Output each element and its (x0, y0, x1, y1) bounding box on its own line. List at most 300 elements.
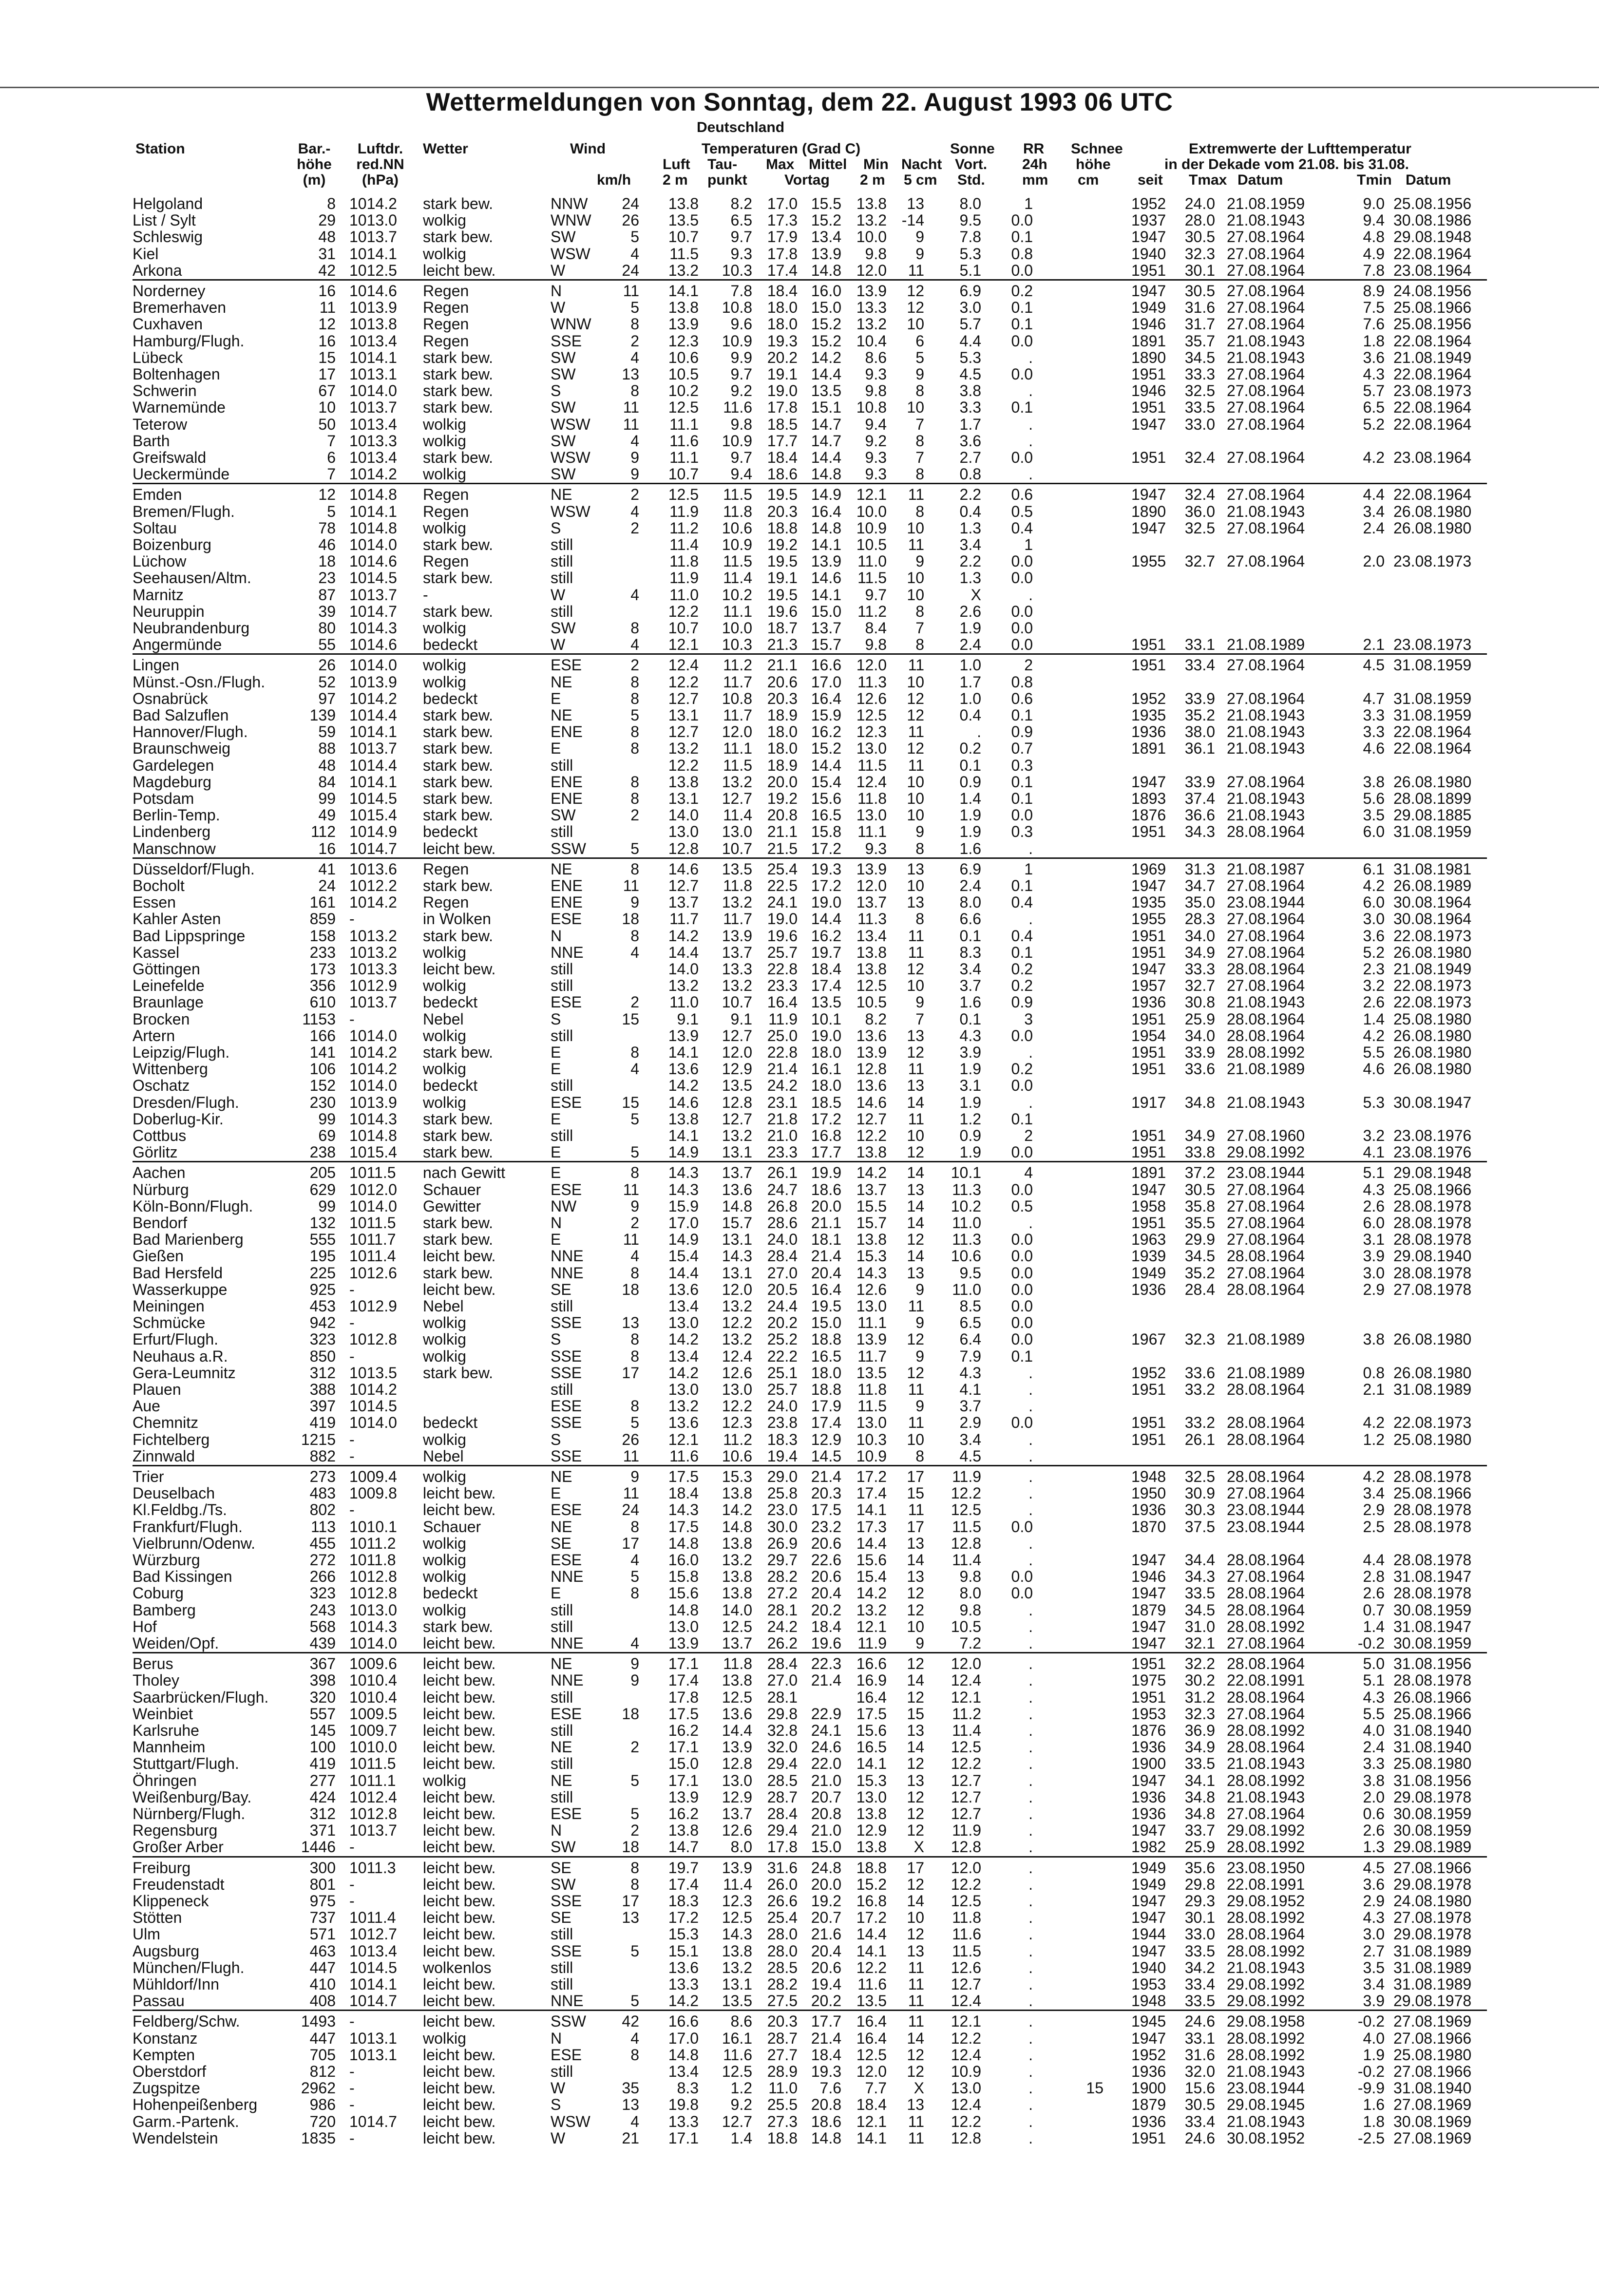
header-min-2m: 2 m (860, 172, 885, 188)
cell-tmin: 9.4 (1363, 211, 1385, 229)
cell-wetter: wolkig (423, 465, 466, 483)
cell-luftdruck: 1013.7 (349, 228, 397, 246)
cell-luftdruck: 1013.7 (349, 993, 397, 1011)
cell-sonne: 12.0 (951, 1655, 981, 1673)
cell-rr: . (1028, 1634, 1033, 1652)
cell-taupunkt: 12.7 (722, 2112, 752, 2130)
cell-wetter: wolkig (423, 656, 466, 674)
table-row (133, 2096, 1487, 2112)
cell-taupunkt: 11.6 (723, 398, 752, 417)
cell-datum-max: 21.08.1943 (1227, 1958, 1305, 1976)
cell-taupunkt: 13.2 (722, 773, 752, 791)
cell-min: 9.8 (865, 636, 887, 654)
cell-nacht: 13 (907, 860, 924, 878)
cell-tmax: 34.0 (1184, 927, 1215, 945)
cell-tmin: 9.0 (1363, 195, 1385, 212)
cell-datum-max: 21.08.1943 (1227, 2112, 1305, 2130)
cell-max: 20.3 (767, 2012, 798, 2030)
cell-luft: 15.1 (668, 1942, 699, 1960)
cell-wind-speed: 4 (630, 432, 639, 450)
cell-min: 17.4 (856, 1484, 887, 1502)
cell-seit: 1879 (1131, 2096, 1166, 2114)
cell-datum-max: 21.08.1943 (1227, 993, 1305, 1011)
cell-wind-speed: 4 (630, 1634, 639, 1652)
cell-datum-min: 28.08.1978 (1393, 1584, 1472, 1602)
cell-tmax: 33.3 (1184, 365, 1215, 383)
cell-wind-dir: ENE (551, 790, 583, 807)
cell-tmax: 35.8 (1184, 1197, 1215, 1215)
cell-datum-min: 31.08.1947 (1393, 1617, 1472, 1635)
table-row (133, 1909, 1487, 1925)
table-row (133, 1447, 1487, 1464)
table-row (133, 1959, 1487, 1975)
cell-max: 19.0 (767, 910, 798, 928)
cell-wind-dir: still (551, 1688, 573, 1706)
cell-bar: 99 (318, 790, 336, 807)
cell-mittel: 19.4 (811, 1975, 841, 1993)
cell-luftdruck: 1014.5 (349, 1397, 397, 1415)
cell-mittel: 20.3 (811, 1484, 841, 1502)
cell-sonne: 12.5 (951, 1892, 981, 1910)
cell-nacht: 10 (907, 519, 924, 537)
cell-station: Coburg (133, 1584, 184, 1602)
cell-wetter: leicht bew. (423, 1875, 496, 1893)
cell-wind-dir: E (551, 1060, 561, 1078)
cell-tmin: 2.6 (1363, 1822, 1385, 1840)
cell-datum-max: 28.08.1992 (1227, 2046, 1305, 2064)
table-row (133, 1584, 1487, 1601)
cell-station: Düsseldorf/Flugh. (133, 860, 255, 878)
cell-wetter: wolkig (423, 1347, 466, 1365)
cell-sonne: 2.6 (959, 602, 981, 620)
cell-nacht: 14 (907, 1738, 924, 1756)
cell-wind-dir: NNE (551, 1264, 584, 1282)
cell-nacht: 10 (907, 977, 924, 995)
table-row (133, 1044, 1487, 1060)
cell-wetter: leicht bew. (423, 1925, 496, 1943)
cell-wind-speed: 8 (630, 740, 639, 758)
cell-tmax: 32.5 (1184, 519, 1215, 537)
cell-tmin: 0.6 (1363, 1805, 1385, 1822)
cell-sonne: 12.2 (951, 1875, 981, 1893)
cell-tmin: 4.1 (1363, 1143, 1385, 1161)
header-luftdr1: Luftdr. (357, 141, 403, 157)
cell-rr: . (1028, 910, 1033, 928)
cell-max: 27.0 (767, 1671, 798, 1689)
cell-luft: 13.0 (668, 823, 699, 841)
cell-rr: 0.1 (1011, 1347, 1033, 1365)
cell-tmax: 24.6 (1184, 2012, 1215, 2030)
cell-wind-speed: 5 (630, 1414, 639, 1432)
cell-wind-speed: 8 (630, 1264, 639, 1282)
cell-tmin: -9.9 (1357, 2079, 1385, 2097)
table-row (133, 1705, 1487, 1722)
cell-seit: 1950 (1131, 1484, 1166, 1502)
cell-seit: 1900 (1131, 2079, 1166, 2097)
cell-taupunkt: 6.5 (730, 211, 752, 229)
cell-mittel: 18.6 (811, 2112, 841, 2130)
cell-luftdruck: 1009.7 (349, 1722, 397, 1739)
cell-taupunkt: 9.8 (730, 415, 752, 433)
cell-station: Berus (133, 1655, 173, 1673)
cell-bar: 975 (309, 1892, 336, 1910)
cell-tmin: 3.4 (1363, 1975, 1385, 1993)
cell-seit: 1951 (1131, 1214, 1166, 1232)
cell-sonne: 6.9 (959, 860, 981, 878)
cell-wind-dir: W (551, 2079, 566, 2097)
cell-rr: . (1028, 839, 1033, 857)
cell-wetter: leicht bew. (423, 2063, 496, 2080)
cell-luftdruck: 1011.1 (349, 1771, 396, 1789)
cell-nacht: 11 (908, 1992, 924, 2010)
cell-luft: 17.4 (668, 1875, 699, 1893)
cell-bar: 356 (309, 977, 336, 995)
table-row (133, 1518, 1487, 1535)
cell-luft: 14.6 (668, 860, 699, 878)
cell-tmax: 34.3 (1184, 823, 1215, 841)
cell-taupunkt: 12.7 (722, 790, 752, 807)
cell-sonne: 3.1 (959, 1077, 981, 1095)
cell-sonne: 7.9 (959, 1347, 981, 1365)
cell-bar: 50 (318, 415, 336, 433)
cell-wetter: leicht bew. (423, 2079, 496, 2097)
cell-bar: 49 (318, 806, 336, 824)
cell-wind-speed: 21 (622, 2129, 639, 2147)
cell-sonne: 3.8 (959, 382, 981, 400)
cell-wetter: - (423, 586, 428, 604)
cell-bar: 312 (309, 1805, 336, 1822)
cell-max: 23.8 (767, 1414, 798, 1432)
cell-tmin: 3.9 (1363, 1992, 1385, 2010)
cell-rr: 0.4 (1011, 893, 1033, 911)
table-row (133, 790, 1487, 806)
cell-nacht: 13 (907, 1180, 924, 1198)
cell-wind-speed: 18 (622, 1280, 639, 1298)
cell-tmax: 28.0 (1184, 211, 1215, 229)
cell-luftdruck: 1009.6 (349, 1655, 397, 1673)
cell-tmin: 2.0 (1363, 1788, 1385, 1806)
cell-wind-dir: WSW (551, 2112, 590, 2130)
cell-taupunkt: 13.5 (722, 1077, 752, 1095)
cell-min: 13.6 (856, 1077, 887, 1095)
cell-datum-max: 29.08.1992 (1227, 1975, 1305, 1993)
cell-wetter: wolkig (423, 519, 466, 537)
cell-sonne: 4.1 (959, 1381, 981, 1398)
cell-tmin: 4.8 (1363, 228, 1385, 246)
table-row (133, 1347, 1487, 1364)
cell-bar: 42 (318, 261, 336, 279)
cell-luftdruck: 1011.5 (349, 1214, 396, 1232)
cell-luft: 10.6 (668, 348, 699, 366)
cell-station: Köln-Bonn/Flugh. (133, 1197, 253, 1215)
cell-bar: 371 (309, 1822, 336, 1840)
cell-station: Vielbrunn/Odenw. (133, 1534, 256, 1552)
cell-tmax: 33.4 (1184, 656, 1215, 674)
cell-station: Teterow (133, 415, 188, 433)
cell-mittel: 22.0 (811, 1755, 841, 1773)
cell-seit: 1982 (1131, 1838, 1166, 1856)
cell-luftdruck: 1014.8 (349, 486, 397, 504)
cell-datum-max: 27.08.1964 (1227, 910, 1305, 928)
cell-luftdruck: - (349, 1875, 355, 1893)
cell-tmax: 35.6 (1184, 1859, 1215, 1877)
cell-luft: 13.9 (668, 315, 699, 333)
cell-luftdruck: 1012.9 (349, 1297, 397, 1315)
cell-datum-max: 21.08.1989 (1227, 1060, 1305, 1078)
table-row (133, 977, 1487, 993)
cell-nacht: 15 (907, 1484, 924, 1502)
cell-datum-max: 28.08.1964 (1227, 1414, 1305, 1432)
cell-max: 28.0 (767, 1942, 798, 1960)
cell-max: 28.0 (767, 1925, 798, 1943)
cell-datum-max: 28.08.1992 (1227, 1044, 1305, 1061)
cell-luft: 13.0 (668, 1314, 699, 1332)
cell-tmax: 37.4 (1184, 790, 1215, 807)
cell-tmax: 33.1 (1184, 636, 1215, 654)
cell-datum-max: 27.08.1964 (1227, 552, 1305, 570)
cell-bar: 10 (318, 398, 336, 417)
cell-wetter: Regen (423, 860, 469, 878)
cell-station: Schwerin (133, 382, 197, 400)
cell-mittel: 14.8 (811, 261, 841, 279)
cell-wind-dir: still (551, 1722, 573, 1739)
cell-tmin: 3.0 (1363, 1925, 1385, 1943)
cell-luftdruck: 1013.1 (349, 365, 397, 383)
cell-luft: 17.8 (668, 1688, 699, 1706)
cell-seit: 1936 (1131, 1738, 1166, 1756)
cell-wind-speed: 9 (630, 465, 639, 483)
cell-sonne: 9.5 (959, 211, 981, 229)
cell-taupunkt: 12.3 (722, 1414, 752, 1432)
cell-tmin: 3.2 (1363, 977, 1385, 995)
cell-min: 12.2 (856, 1127, 887, 1144)
cell-taupunkt: 12.3 (722, 1892, 752, 1910)
cell-taupunkt: 14.0 (722, 1601, 752, 1619)
table-row (133, 893, 1487, 910)
cell-wetter: Regen (423, 486, 469, 504)
table-row (133, 416, 1487, 432)
cell-seit: 1951 (1131, 1414, 1166, 1432)
cell-max: 22.5 (767, 877, 798, 894)
cell-mittel: 14.8 (811, 465, 841, 483)
cell-sonne: 13.0 (951, 2079, 981, 2097)
cell-mittel: 19.9 (811, 1164, 841, 1182)
cell-wind-dir: NE (551, 1771, 572, 1789)
cell-taupunkt: 12.9 (722, 1788, 752, 1806)
cell-datum-max: 28.08.1964 (1227, 960, 1305, 978)
cell-wind-dir: W (551, 299, 566, 317)
cell-datum-min: 29.08.1989 (1393, 1838, 1472, 1856)
cell-mittel: 13.4 (811, 228, 841, 246)
cell-seit: 1946 (1131, 382, 1166, 400)
cell-sonne: 8.0 (959, 1584, 981, 1602)
cell-luft: 13.6 (668, 1060, 699, 1078)
cell-nacht: 10 (907, 806, 924, 824)
cell-luft: 11.1 (669, 449, 699, 466)
cell-min: 13.8 (856, 1143, 887, 1161)
cell-station: Bad Salzuflen (133, 706, 229, 724)
cell-nacht: 11 (908, 486, 924, 504)
cell-bar: 397 (309, 1397, 336, 1415)
cell-taupunkt: 13.2 (722, 1330, 752, 1348)
cell-taupunkt: 11.5 (723, 486, 752, 504)
cell-tmax: 24.6 (1184, 2129, 1215, 2147)
cell-taupunkt: 9.6 (730, 315, 752, 333)
cell-luftdruck: 1014.5 (349, 1958, 397, 1976)
cell-seit: 1948 (1131, 1992, 1166, 2010)
cell-nacht: 10 (907, 1617, 924, 1635)
cell-wetter: stark bew. (423, 1044, 494, 1061)
table-row (133, 2046, 1487, 2063)
cell-taupunkt: 12.0 (722, 1044, 752, 1061)
cell-sonne: 3.7 (959, 977, 981, 995)
cell-bar: 463 (309, 1942, 336, 1960)
cell-wind-dir: N (551, 1214, 562, 1232)
cell-luft: 13.4 (668, 1347, 699, 1365)
cell-seit: 1870 (1131, 1518, 1166, 1536)
cell-datum-min: 27.08.1966 (1393, 1859, 1472, 1877)
cell-sonne: 7.2 (959, 1634, 981, 1652)
cell-luftdruck: 1012.7 (349, 1925, 397, 1943)
cell-station: Kempten (133, 2046, 195, 2064)
cell-tmin: 3.5 (1363, 806, 1385, 824)
cell-wind-speed: 18 (622, 1838, 639, 1856)
cell-wind-dir: ESE (551, 1705, 582, 1723)
header-kmh: km/h (597, 172, 631, 188)
cell-seit: 1947 (1131, 1909, 1166, 1927)
cell-datum-max: 27.08.1964 (1227, 1705, 1305, 1723)
cell-rr: 0.1 (1011, 877, 1033, 894)
cell-rr: 0.0 (1011, 569, 1033, 587)
cell-station: Freudenstadt (133, 1875, 225, 1893)
cell-wetter: stark bew. (423, 1231, 494, 1249)
cell-luft: 17.1 (668, 1655, 699, 1673)
cell-taupunkt: 9.7 (730, 228, 752, 246)
cell-tmax: 33.2 (1184, 1381, 1215, 1398)
cell-min: 15.5 (856, 1197, 887, 1215)
cell-datum-max: 27.08.1964 (1227, 927, 1305, 945)
cell-wind-speed: 5 (630, 1143, 639, 1161)
cell-min: 11.5 (857, 1397, 887, 1415)
cell-datum-max: 28.08.1964 (1227, 1601, 1305, 1619)
cell-nacht: 12 (907, 299, 924, 317)
cell-luft: 17.0 (668, 1214, 699, 1232)
table-row (133, 944, 1487, 960)
group-separator (133, 1856, 1487, 1858)
cell-datum-max: 28.08.1992 (1227, 1909, 1305, 1927)
cell-rr: . (1028, 1705, 1033, 1723)
cell-max: 11.0 (768, 2079, 798, 2097)
cell-datum-max: 21.08.1959 (1227, 195, 1305, 212)
cell-max: 25.8 (767, 1484, 798, 1502)
cell-max: 19.6 (767, 602, 798, 620)
cell-wind-speed: 13 (622, 1909, 639, 1927)
cell-tmax: 33.6 (1184, 1060, 1215, 1078)
cell-wetter: stark bew. (423, 927, 494, 945)
cell-wind-dir: E (551, 1231, 561, 1249)
cell-schnee: 15 (1086, 2079, 1104, 2097)
cell-station: Magdeburg (133, 773, 211, 791)
cell-max: 27.7 (767, 2046, 798, 2064)
cell-wind-dir: SW (551, 619, 576, 637)
cell-sonne: 12.2 (951, 2112, 981, 2130)
cell-nacht: 12 (907, 1755, 924, 1773)
group-separator (133, 483, 1487, 484)
table-row (133, 619, 1487, 636)
cell-wind-dir: S (551, 2096, 561, 2114)
cell-nacht: 11 (908, 2112, 924, 2130)
cell-nacht: 13 (907, 1534, 924, 1552)
cell-mittel: 17.2 (811, 1110, 841, 1128)
cell-taupunkt: 9.2 (730, 2096, 752, 2114)
cell-taupunkt: 9.2 (730, 382, 752, 400)
header-sonne-vort: Vort. (955, 156, 988, 172)
cell-tmax: 34.8 (1184, 1805, 1215, 1822)
cell-luft: 14.2 (668, 1330, 699, 1348)
cell-rr: 0.0 (1011, 1568, 1033, 1586)
cell-taupunkt: 9.1 (730, 1010, 752, 1028)
cell-max: 18.0 (767, 315, 798, 333)
cell-luftdruck: 1014.8 (349, 519, 397, 537)
cell-sonne: 1.4 (959, 790, 981, 807)
cell-wind-dir: ENE (551, 877, 583, 894)
cell-station: Doberlug-Kir. (133, 1110, 224, 1128)
cell-taupunkt: 10.9 (722, 536, 752, 553)
cell-luft: 13.6 (668, 1414, 699, 1432)
cell-taupunkt: 13.0 (722, 823, 752, 841)
cell-wind-speed: 9 (630, 893, 639, 911)
cell-nacht: 10 (907, 790, 924, 807)
cell-datum-max: 23.08.1944 (1227, 1501, 1305, 1519)
cell-tmax: 32.0 (1184, 2063, 1215, 2080)
cell-bar: 398 (309, 1671, 336, 1689)
cell-nacht: 11 (908, 1414, 924, 1432)
header-seit: seit (1138, 172, 1163, 188)
cell-max: 29.0 (767, 1468, 798, 1485)
cell-station: Nürnberg/Flugh. (133, 1805, 246, 1822)
table-row (133, 1127, 1487, 1143)
cell-luft: 13.4 (668, 1297, 699, 1315)
table-row (133, 382, 1487, 398)
cell-wind-dir: still (551, 1026, 573, 1044)
cell-tmin: 3.6 (1363, 348, 1385, 366)
cell-nacht: 13 (907, 1722, 924, 1739)
cell-wind-speed: 8 (630, 673, 639, 691)
cell-min: 16.5 (856, 1738, 887, 1756)
cell-max: 19.3 (767, 332, 798, 350)
cell-taupunkt: 13.0 (722, 1771, 752, 1789)
cell-datum-max: 21.08.1943 (1227, 2063, 1305, 2080)
cell-luftdruck: 1013.9 (349, 299, 397, 317)
cell-wind-dir: SW (551, 1875, 576, 1893)
cell-wind-dir: ESE (551, 1551, 582, 1569)
cell-min: 13.8 (856, 1231, 887, 1249)
cell-luftdruck: - (349, 2012, 355, 2030)
cell-datum-max: 27.08.1964 (1227, 486, 1305, 504)
cell-taupunkt: 15.3 (722, 1468, 752, 1485)
cell-wind-dir: WNW (551, 211, 591, 229)
cell-rr: 0.1 (1011, 773, 1033, 791)
cell-rr: 0.1 (1011, 315, 1033, 333)
cell-seit: 1936 (1131, 1805, 1166, 1822)
cell-wind-dir: NNE (551, 943, 584, 961)
cell-wetter: leicht bew. (423, 1992, 496, 2010)
cell-wind-dir: SW (551, 365, 576, 383)
cell-station: Bad Marienberg (133, 1231, 244, 1249)
cell-sonne: 1.7 (959, 415, 981, 433)
cell-wetter: leicht bew. (423, 1280, 496, 1298)
cell-datum-min: 31.08.1959 (1393, 656, 1472, 674)
